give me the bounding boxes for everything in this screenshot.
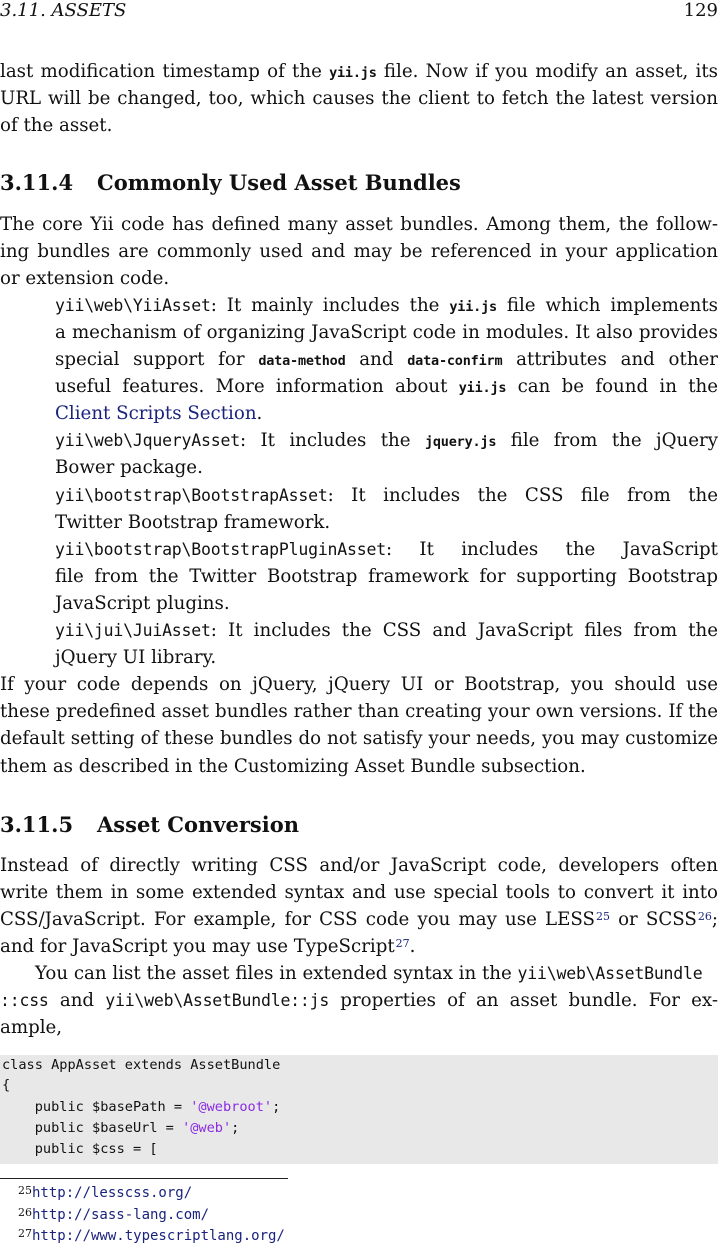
intro-line-1: last modification timestamp of the yii.js file. Now if you modify an asset, its — [0, 61, 719, 82]
section-heading-3-11-5: 3.11.5 Asset Conversion — [0, 812, 300, 837]
list-item-bootstrappluginasset: yii\bootstrap\BootstrapPluginAsset: It includes the JavaScript — [55, 539, 718, 560]
list-item-juiasset: yii\jui\JuiAsset: It includes the CSS and JavaScript files from the — [55, 620, 718, 641]
intro-line-3: of the asset. — [0, 115, 113, 136]
client-scripts-section-link[interactable]: Client Scripts Section — [55, 403, 257, 424]
code-line: class AppAsset extends AssetBundle — [2, 1057, 281, 1073]
section-heading-3-11-4: 3.11.4 Commonly Used Asset Bundles — [0, 170, 461, 195]
footnote-27: $^{27}$http://www.typescriptlang.org/ — [18, 1227, 285, 1244]
list-item-line: a mechanism of organizing JavaScript code in modules. It also provides — [55, 322, 718, 343]
list-item-line: Bower package. — [55, 457, 203, 478]
paragraph-line: If your code depends on jQuery, jQuery UI or Bootstrap, you should use — [0, 674, 718, 695]
header-section: 3.11. ASSETS — [0, 0, 127, 21]
list-item-line: Client Scripts Section. — [55, 403, 263, 424]
footnote-link[interactable]: http://lesscss.org/ — [32, 1185, 193, 1201]
list-item-jqueryasset: yii\web\JqueryAsset: It includes the jquery.js file from the jQuery — [55, 430, 718, 451]
footnote-link[interactable]: http://sass-lang.com/ — [32, 1207, 210, 1223]
list-item-line: Twitter Bootstrap framework. — [55, 512, 331, 533]
paragraph-line: these predefined asset bundles rather than creating your own versions. If the — [0, 701, 718, 722]
paragraph-line: ::css and yii\web\AssetBundle::js properties of an asset bundle. For ex- — [0, 990, 718, 1011]
page-number: 129 — [683, 0, 718, 21]
list-item-line: JavaScript plugins. — [55, 593, 230, 614]
list-item-line: file from the Twitter Bootstrap framework for supporting Bootstrap — [55, 566, 718, 587]
list-item-line: useful features. More information about yii.js can be found in the — [55, 376, 719, 397]
footnote-25: $^{25}$http://lesscss.org/ — [18, 1184, 193, 1201]
list-item-line: special support for data-method and data-confirm attributes and other — [55, 349, 718, 370]
code-line: public $baseUrl = '@web'; — [2, 1120, 240, 1136]
paragraph-line: ing bundles are commonly used and may be referenced in your application — [0, 241, 718, 262]
paragraph-line: write them in some extended syntax and use special tools to convert it into — [0, 882, 718, 903]
paragraph-line: them as described in the Customizing Asset Bundle subsection. — [0, 756, 586, 777]
paragraph-line: You can list the asset files in extended syntax in the yii\web\AssetBundle — [35, 963, 703, 984]
paragraph-line: Instead of directly writing CSS and/or JavaScript code, developers often — [0, 855, 718, 876]
intro-line-2: URL will be changed, too, which causes the client to fetch the latest version — [0, 88, 718, 109]
footnote-26: $^{26}$http://sass-lang.com/ — [18, 1206, 210, 1223]
code-line: public $basePath = '@webroot'; — [2, 1099, 281, 1115]
footnote-rule — [0, 1178, 288, 1179]
paragraph-line: The core Yii code has defined many asset bundles. Among them, the follow- — [0, 214, 718, 235]
footnote-ref-25[interactable]: 25 — [595, 910, 610, 923]
paragraph-line: or extension code. — [0, 268, 170, 289]
list-item-bootstrapasset: yii\bootstrap\BootstrapAsset: It includes the CSS file from the — [55, 485, 718, 506]
footnote-link[interactable]: http://www.typescriptlang.org/ — [32, 1228, 285, 1244]
list-item-yiiasset: yii\web\YiiAsset: It mainly includes the yii.js file which implements — [55, 295, 718, 316]
code-line: { — [2, 1077, 11, 1093]
paragraph-line: default setting of these bundles do not satisfy your needs, you may customize — [0, 728, 718, 749]
list-item-line: jQuery UI library. — [55, 647, 217, 668]
footnote-ref-26[interactable]: 26 — [697, 910, 712, 923]
code-block — [0, 1055, 718, 1164]
footnote-ref-27[interactable]: 27 — [395, 937, 410, 950]
paragraph-line: and for JavaScript you may use TypeScript$^{27}$. — [0, 936, 416, 957]
paragraph-line: ample, — [0, 1017, 63, 1038]
paragraph-line: CSS/JavaScript. For example, for CSS code you may use LESS$^{25}$ or SCSS$^{26}$; — [0, 909, 718, 930]
running-header — [0, 0, 718, 22]
code-line: public $css = [ — [2, 1141, 158, 1157]
